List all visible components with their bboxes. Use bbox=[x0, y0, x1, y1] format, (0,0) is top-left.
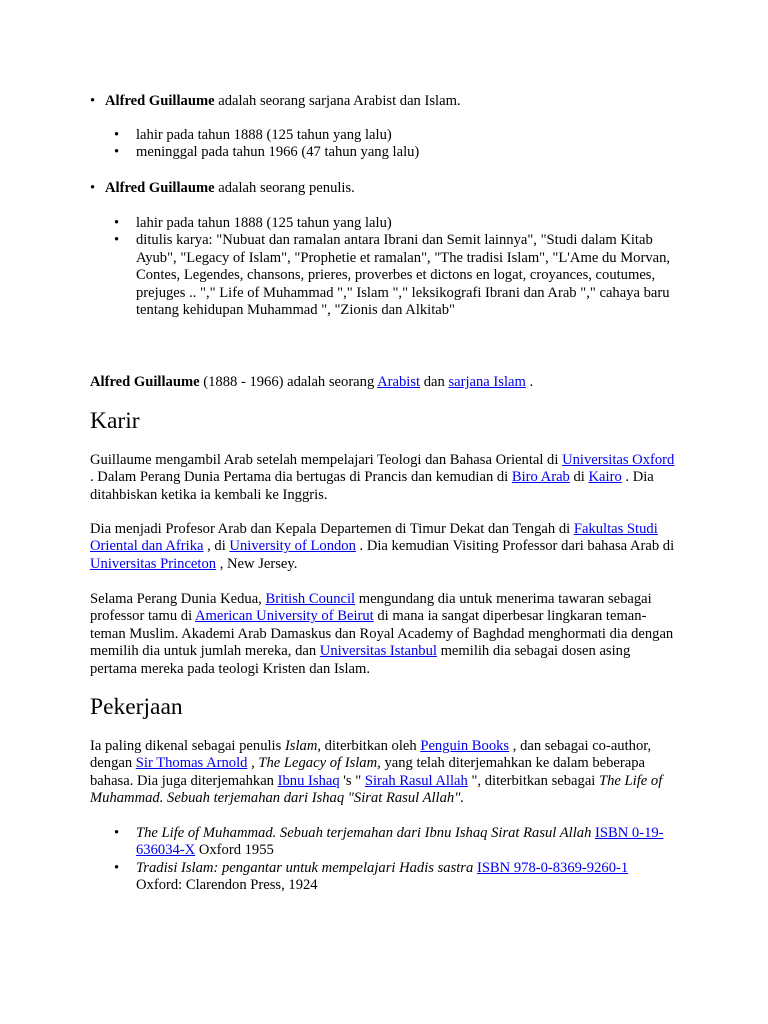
heading-karir: Karir bbox=[90, 408, 140, 434]
book-title: Tradisi Islam: pengantar untuk mempelajari Hadis sastra bbox=[136, 859, 474, 876]
list-item: • Tradisi Islam: pengantar untuk mempelajari Hadis sastra ISBN 978-0-8369-9260-1 Oxford: Clarendon Press, 1924 bbox=[113, 860, 673, 895]
link-american-university-of-beirut[interactable]: American University of Beirut bbox=[194, 608, 374, 625]
link-arabist[interactable]: Arabist bbox=[377, 374, 421, 390]
link-universitas-oxford[interactable]: Universitas Oxford bbox=[562, 452, 675, 468]
list-item: • Alfred Guillaume adalah seorang penulis. bbox=[90, 180, 680, 197]
karir-paragraph-3: Selama Perang Dunia Kedua, British Council mengundang dia untuk menerima tawaran sebagai professor tamu di American University of Beirut di mana ia sangat diperbesar lingkaran teman-teman Muslim. Akademi Arab Damaskus dan Royal Academy of Baghdad menghormati dia dengan memilih dia untuk jumlah mereka, dan Universitas Istanbul memilih dia sebagai dosen asing pertama mereka pada teologi Kristen dan Islam. bbox=[90, 591, 674, 677]
book-title: The Life of Muhammad. Sebuah terjemahan dari Ibnu Ishaq Sirat Rasul Allah bbox=[136, 825, 592, 841]
link-isbn[interactable]: ISBN 0-19-636034-X bbox=[136, 825, 664, 859]
summary-list-2 bbox=[90, 180, 680, 197]
link-british-council[interactable]: British Council bbox=[265, 591, 356, 607]
link-sirah-rasul-allah[interactable]: Sirah Rasul Allah bbox=[364, 772, 468, 789]
link-universitas-princeton[interactable]: Universitas Princeton bbox=[90, 555, 217, 572]
summary-list-1 bbox=[90, 93, 680, 110]
link-kairo[interactable]: Kairo bbox=[588, 469, 622, 486]
list-item: • meninggal pada tahun 1966 (47 tahun yang lalu) bbox=[113, 144, 673, 161]
link-ibnu-ishaq[interactable]: Ibnu Ishaq bbox=[277, 772, 340, 789]
summary-sublist-2 bbox=[113, 215, 673, 319]
link-university-of-london[interactable]: University of London bbox=[229, 538, 356, 555]
person-name: Alfred Guillaume bbox=[105, 93, 215, 109]
intro-paragraph: Alfred Guillaume (1888 - 1966) adalah seorang Arabist dan sarjana Islam . bbox=[90, 374, 534, 390]
link-isbn[interactable]: ISBN 978-0-8369-9260-1 bbox=[476, 859, 629, 876]
link-sir-thomas-arnold[interactable]: Sir Thomas Arnold bbox=[135, 755, 248, 772]
link-biro-arab[interactable]: Biro Arab bbox=[511, 469, 570, 486]
list-item: • ditulis karya: "Nubuat dan ramalan antara Ibrani dan Semit lainnya", "Studi dalam Kitab Ayub", "Legacy of Islam", "Prophetie et ramalan", "The tradisi Islam", "L'Ame du Morvan, Contes, Legendes, chansons, prieres, proverbes et dictons en logat, croyances, coutumes, prejuges .. "," Life of Muhammad "," Islam "," leksikografi Ibrani dan Arab "," cahaya baru tentang kehidupan Muhammad ", "Zionis dan Alkitab" bbox=[113, 232, 673, 319]
person-name: Alfred Guillaume bbox=[105, 180, 215, 196]
list-item: • Alfred Guillaume adalah seorang sarjana Arabist dan Islam. bbox=[90, 93, 680, 110]
karir-paragraph-1: Guillaume mengambil Arab setelah mempelajari Teologi dan Bahasa Oriental di Universitas Oxford . Dalam Perang Dunia Pertama dia bertugas di Prancis dan kemudian di Biro Arab di Kairo . Dia ditahbiskan ketika ia kembali ke Inggris. bbox=[90, 452, 675, 503]
link-universitas-istanbul[interactable]: Universitas Istanbul bbox=[319, 643, 437, 660]
person-name: Alfred Guillaume bbox=[90, 374, 200, 390]
summary-sublist-1 bbox=[113, 127, 673, 162]
heading-pekerjaan: Pekerjaan bbox=[90, 694, 183, 720]
pekerjaan-paragraph: Ia paling dikenal sebagai penulis Islam, diterbitkan oleh Penguin Books , dan sebagai co-author, dengan Sir Thomas Arnold , The Legacy of Islam, yang telah diterjemahkan ke dalam beberapa bahasa. Dia juga diterjemahkan Ibnu Ishaq 's " Sirah Rasul Allah ", diterbitkan sebagai The Life of Muhammad. Sebuah terjemahan dari Ishaq "Sirat Rasul Allah". bbox=[90, 738, 663, 807]
list-item: • lahir pada tahun 1888 (125 tahun yang lalu) bbox=[113, 215, 673, 232]
karir-paragraph-2: Dia menjadi Profesor Arab dan Kepala Departemen di Timur Dekat dan Tengah di Fakultas Studi Oriental dan Afrika , di University of London . Dia kemudian Visiting Professor dari bahasa Arab di Universitas Princeton , New Jersey. bbox=[90, 521, 675, 572]
list-item: • The Life of Muhammad. Sebuah terjemahan dari Ibnu Ishaq Sirat Rasul Allah ISBN 0-19-636034-X Oxford 1955 bbox=[113, 825, 673, 860]
link-sarjana-islam[interactable]: sarjana Islam bbox=[448, 374, 526, 390]
book-list bbox=[113, 825, 673, 895]
link-fakultas-studi-oriental[interactable]: Fakultas Studi Oriental dan Afrika bbox=[90, 521, 658, 555]
link-penguin-books[interactable]: Penguin Books bbox=[420, 738, 510, 754]
list-item: • lahir pada tahun 1888 (125 tahun yang lalu) bbox=[113, 127, 673, 144]
